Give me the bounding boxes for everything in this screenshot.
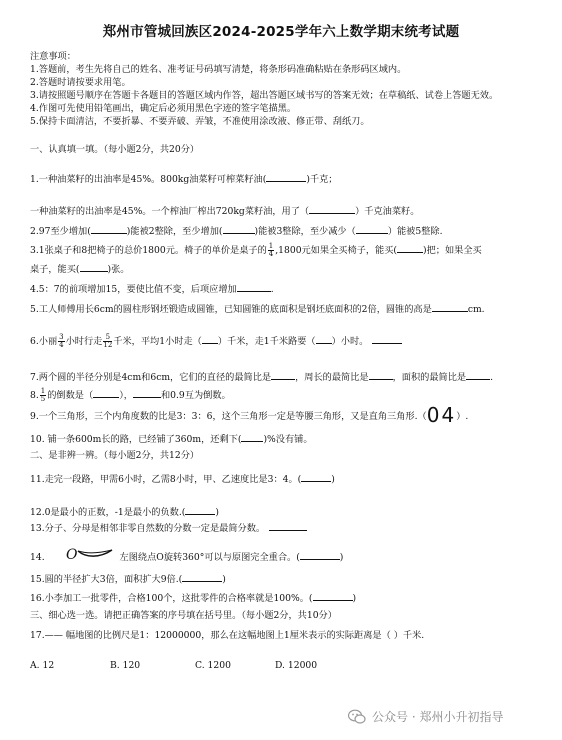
fraction: $\frac{1}{4}$ [268, 242, 274, 258]
option-c[interactable]: C. 1200 [195, 660, 231, 671]
rotation-figure [66, 546, 116, 569]
answer-blank[interactable] [432, 302, 468, 312]
question-2 [30, 224, 443, 238]
question-text: 7.两个圆的半径分别是4cm和6cm，它们的直径的最简比是 [30, 372, 272, 383]
question-text: ) [352, 593, 357, 604]
answer-blank[interactable] [466, 370, 490, 380]
wechat-icon [348, 709, 366, 725]
question-3-cont [30, 262, 130, 276]
answer-blank[interactable] [202, 334, 218, 344]
watermark [348, 708, 503, 725]
question-11 [30, 472, 335, 486]
answer-blank[interactable] [266, 172, 306, 182]
question-text: 11.走完一段路，甲需6小时，乙需8小时，甲、乙速度比是3：4。( [30, 474, 302, 485]
option-b[interactable]: B. 120 [110, 660, 141, 671]
answer-blank[interactable] [269, 521, 307, 531]
section-heading: 一、认真填一填。（每小题2分，共20分） [30, 144, 200, 155]
answer-blank[interactable] [309, 204, 355, 214]
question-text: 14. [30, 552, 45, 563]
question-4 [30, 282, 274, 296]
notes-heading: 注意事项： [30, 51, 76, 62]
question-text: ）能被5整除. [387, 226, 443, 237]
question-17: 17.—— 幅地图的比例尺是1：12000000，那么在这幅地图上1厘米表示的实际距离是（ ）千米. [30, 630, 425, 641]
watermark-text: 公众号 · 郑州小升初指导 [372, 710, 504, 724]
fraction: $\frac{3}{4}$ [59, 333, 64, 349]
question-text: ）千米，走1千米路要（ [217, 336, 316, 347]
question-text: . [270, 284, 274, 295]
question-16 [30, 591, 356, 605]
question-text: 10. 铺一条600m长的路，已经铺了360m，还剩下( [30, 434, 242, 445]
question-text: 桌子，能买( [30, 264, 80, 275]
question-text: 和0.9互为倒数。 [160, 390, 231, 401]
question-3 [30, 243, 482, 258]
question-5 [30, 302, 485, 316]
question-8 [30, 388, 231, 403]
question-9 [30, 403, 469, 427]
question-10 [30, 432, 313, 446]
question-text: 5.工人师傅用长6cm的圆柱形钢坯锻造成圆锥，已知圆锥的底面积是钢坯底面积的2倍，圆锥的高是 [30, 304, 432, 315]
answer-blank[interactable] [356, 224, 388, 234]
question-6 [30, 334, 402, 349]
svg-text:O: O [65, 547, 78, 562]
question-15 [30, 572, 226, 586]
question-1 [30, 172, 337, 186]
note-item: 2.答题时请按要求用笔。 [30, 77, 131, 88]
answer-blank[interactable] [300, 550, 340, 560]
question-text: ) [331, 474, 335, 485]
question-7 [30, 370, 493, 384]
note-item: 3.请按照题号顺序在答题卡各题目的答题区域内作答，超出答题区域书写的答案无效；在草稿纸、试卷上答题无效。 [30, 90, 499, 101]
question-text: ,1800元如果全买椅子，能买( [275, 245, 398, 256]
question-text: 左图绕点O旋转360°可以与原图完全重合。( [119, 552, 300, 563]
question-13 [30, 521, 307, 535]
question-text: 一种油菜籽的出油率是45%。一个榨油厂榨出720kg菜籽油，用了（ [30, 206, 310, 217]
question-text: 的倒数是（ [47, 390, 94, 401]
answer-blank[interactable] [372, 334, 402, 344]
question-text: 12.0是最小的正数，-1是最小的负数.( [30, 507, 186, 518]
answer-blank[interactable] [185, 505, 215, 515]
question-text: 3.1张桌子和8把椅子的总价1800元。椅子的单价是桌子的 [30, 245, 267, 256]
answer-blank[interactable] [397, 243, 423, 253]
question-1b [30, 204, 419, 218]
question-text: ）， [119, 390, 133, 401]
section-heading: 二、是非辨一辨。（每小题2分，共12分） [30, 450, 200, 461]
question-text: )%没有铺。 [263, 434, 313, 445]
answer-blank[interactable] [313, 591, 353, 601]
question-text: )千克； [306, 174, 338, 185]
question-text: ）. [456, 411, 469, 422]
section-heading: 三、细心选一选。请把正确答案的序号填在括号里。（每小题2分，共10分） [30, 610, 337, 621]
answer-blank[interactable] [182, 572, 222, 582]
answer-blank[interactable] [80, 262, 108, 272]
answer-blank[interactable] [241, 432, 263, 442]
answer-blank[interactable] [271, 370, 295, 380]
question-text: ，面积的最简比是 [392, 372, 467, 383]
question-text: 1.一种油菜籽的出油率是45%。800kg油菜籽可榨菜籽油( [30, 174, 267, 185]
question-text: 13.分子、分母是相邻非零自然数的分数一定是最简分数。 [30, 523, 266, 534]
question-text: ) [339, 552, 344, 563]
answer-blank[interactable] [223, 224, 255, 234]
question-text: )能被3整除，至少减少（ [254, 226, 356, 237]
answer-blank[interactable] [369, 370, 393, 380]
answer-blank[interactable] [316, 334, 332, 344]
question-text: )把；如果全买 [423, 245, 482, 256]
question-text: 4.5：7的前项增加15，要使比值不变，后项应增加 [30, 284, 237, 295]
answer-blank[interactable] [91, 224, 127, 234]
question-text: 千米，平均1小时走（ [113, 336, 202, 347]
handwritten-mark: 04 [426, 403, 457, 427]
answer-blank[interactable] [93, 388, 119, 398]
question-12 [30, 505, 219, 519]
question-text: )张。 [107, 264, 130, 275]
answer-blank[interactable] [133, 388, 161, 398]
question-text: . [490, 372, 494, 383]
answer-blank[interactable] [237, 282, 271, 292]
page-title: 郑州市管城回族区2024-2025学年六上数学期末统考试题 [102, 24, 460, 40]
question-text: 15.圆的半径扩大3倍，面积扩大9倍.( [30, 574, 183, 585]
note-item: 4.作图可先使用铅笔画出，确定后必须用黑色字迹的签字笔描黑。 [30, 103, 297, 114]
question-text: 2.97至少增加( [30, 226, 91, 237]
question-text: 6.小丽 [30, 336, 58, 347]
question-14 [30, 546, 343, 569]
question-text: 16.小李加工一批零件，合格100个，这批零件的合格率就是100%。( [30, 593, 313, 604]
note-item: 5.保持卡面清洁，不要折暴、不要弄破、弄皱，不准使用涂改液、修正带、刮纸刀。 [30, 116, 370, 127]
question-text: ）小时。 [331, 336, 369, 347]
question-text: 8. [30, 390, 39, 401]
question-text: )能被2整除，至少增加( [126, 226, 223, 237]
question-text: ，周长的最简比是 [295, 372, 369, 383]
question-text: ) [222, 574, 226, 585]
question-text: ) [215, 507, 219, 518]
fraction: $\frac{1}{5}$ [40, 387, 46, 403]
option-d[interactable]: D. 12000 [275, 660, 318, 671]
question-text: ）千克油菜籽。 [355, 206, 420, 217]
option-a[interactable]: A. 12 [30, 660, 55, 671]
question-text: 9.一个三角形，三个内角度数的比是3：3：6，这个三角形一定是等腰三角形，又是直角三角形.（ [30, 411, 427, 422]
answer-blank[interactable] [301, 472, 331, 482]
question-text: 小时行走 [65, 336, 103, 347]
fraction: $\frac{5}{12}$ [103, 333, 113, 349]
note-item: 1.答题前，考生先将自己的姓名、准考证号码填写清楚，将条形码准确粘贴在条形码区域内。 [30, 64, 407, 75]
question-text: cm. [467, 304, 485, 315]
